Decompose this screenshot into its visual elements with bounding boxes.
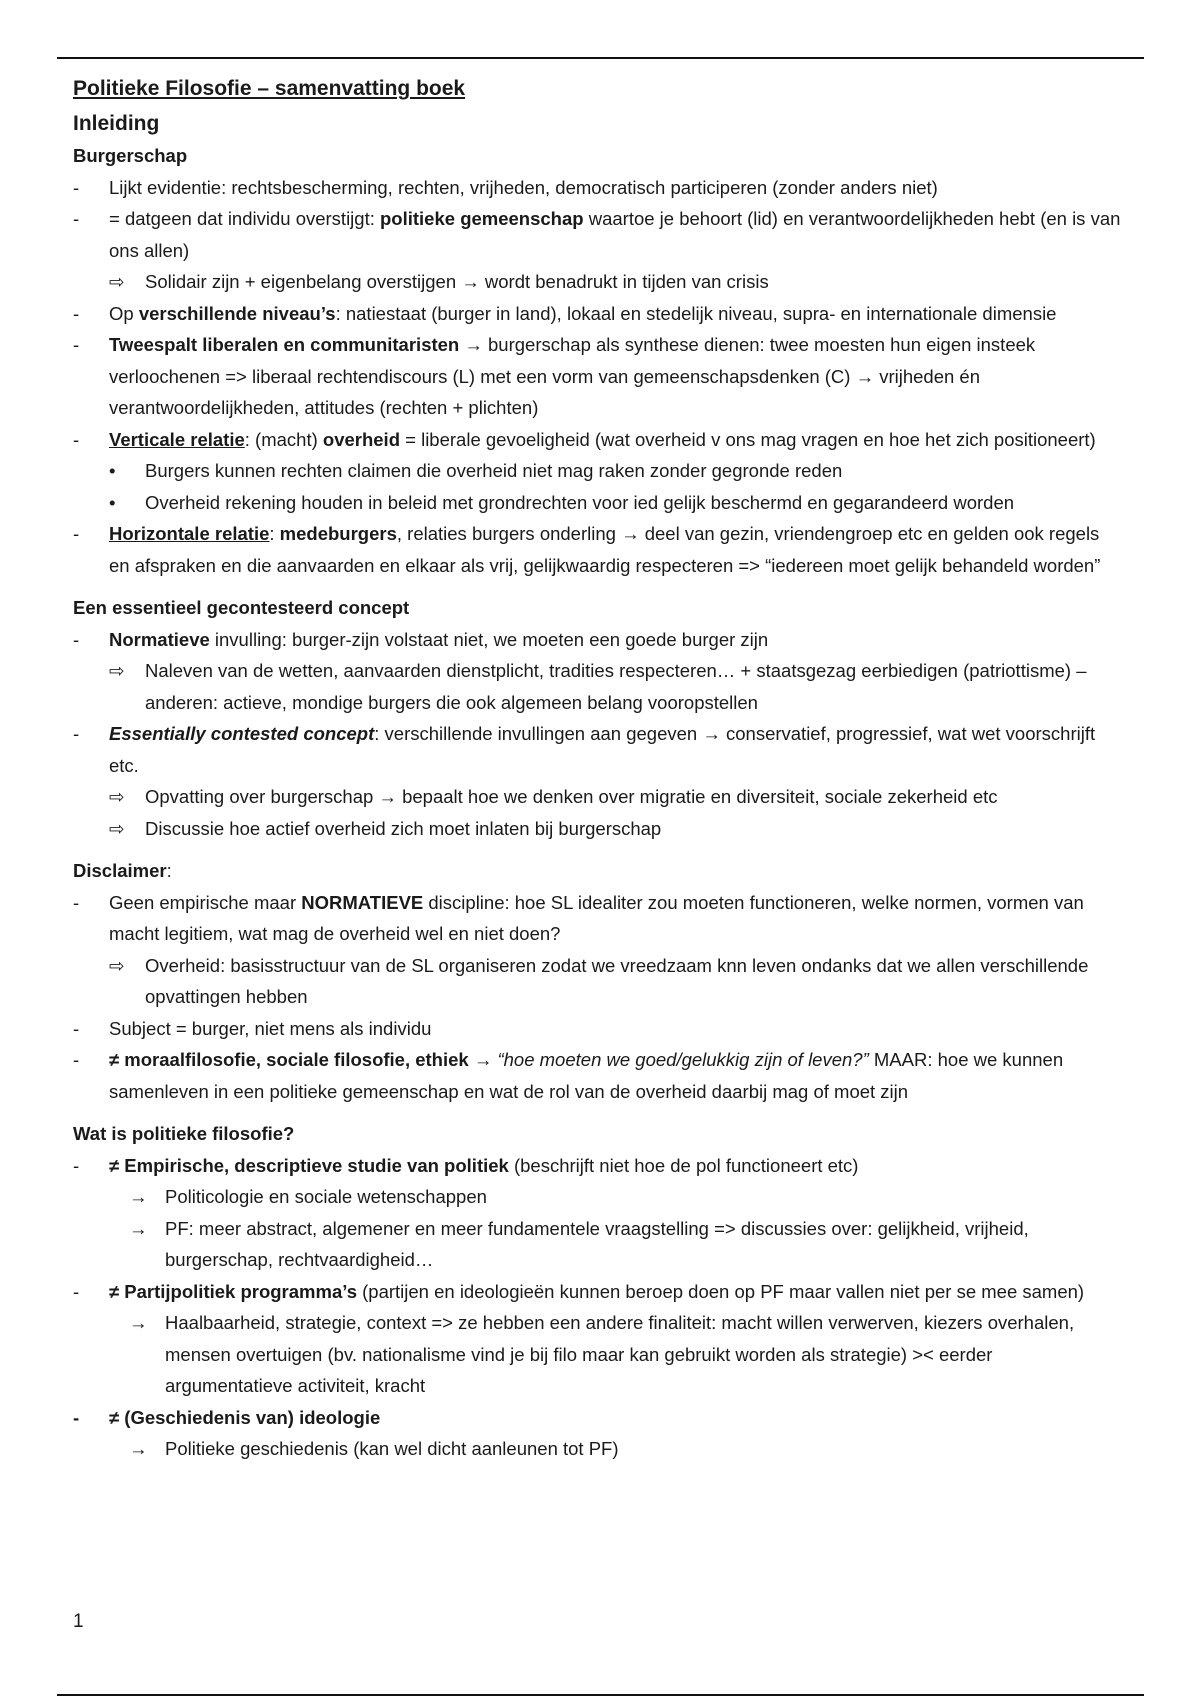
item-text: Naleven van de wetten, aanvaarden dienstplicht, tradities respecteren… + staatsgezag eerbiedigen (patriottisme) – anderen: actieve, mondige burgers die ook algemeen belang vooropstellen <box>145 660 1087 713</box>
dash-marker: - <box>73 891 80 913</box>
item-text: invulling: burger-zijn volstaat niet, we moeten een goede burger zijn <box>209 628 769 650</box>
list-item <box>73 329 1123 424</box>
dash-marker: - <box>73 628 80 650</box>
page-number: 1 <box>73 1611 84 1632</box>
list-item <box>73 1433 1123 1465</box>
item-text: : <box>269 523 280 544</box>
document-page <box>73 72 1123 1465</box>
list-item <box>73 655 1123 718</box>
list-item <box>73 1213 1123 1276</box>
dash-marker: - <box>73 428 80 450</box>
item-text: = datgeen dat individu overstijgt: <box>109 208 380 229</box>
bullet-marker: • <box>109 491 116 513</box>
dash-marker: - <box>73 208 80 229</box>
dash-marker: - <box>73 1154 80 1176</box>
list-item <box>73 487 1123 519</box>
list-item <box>73 172 1123 204</box>
item-text: PF: meer abstract, algemener en meer fundamentele vraagstelling => discussies over: gelijkheid, vrijheid, burgerschap, rechtvaardigheid… <box>165 1217 1029 1270</box>
item-text: Politicologie en sociale wetenschappen <box>165 1186 487 1207</box>
item-text: : natiestaat (burger in land), lokaal en stedelijk niveau, supra- en internationale dimensie <box>335 302 1057 324</box>
dash-marker: - <box>73 1017 80 1039</box>
heading-disclaimer <box>73 855 1123 887</box>
dash-marker: - <box>73 723 80 744</box>
item-bold: Normatieve <box>109 628 210 650</box>
list-item <box>73 518 1123 581</box>
list-item <box>73 298 1123 330</box>
heading-disclaimer-colon: : <box>166 860 172 881</box>
item-bold-underlined: Verticale relatie <box>109 428 245 450</box>
item-bold: ≠ (Geschiedenis van) ideologie <box>109 1406 381 1428</box>
list-item <box>73 455 1123 487</box>
list-item <box>73 1402 1123 1434</box>
item-bold-italic: Essentially contested concept <box>109 723 375 744</box>
item-text: (beschrijft niet hoe de pol functioneert etc) <box>508 1154 859 1176</box>
list-item <box>73 424 1123 456</box>
bullet-marker: • <box>109 460 116 481</box>
list-item <box>73 1181 1123 1213</box>
arrow-right-icon: → <box>129 1312 148 1333</box>
item-bold: medeburgers <box>279 523 397 544</box>
item-text: Overheid: basisstructuur van de SL organiseren zodat we vreedzaam knn leven ondanks dat we allen verschillende opvattingen hebben <box>145 954 1089 1007</box>
item-text: Overheid rekening houden in beleid met grondrechten voor ied gelijk beschermd en gegarandeerd worden <box>145 491 1015 513</box>
item-text: discipline: hoe SL idealiter zou moeten functioneren, welke normen, vormen van macht legitiem, wat mag de overheid wel en niet doen? <box>109 891 1084 944</box>
dash-marker: - <box>73 176 80 198</box>
item-text: : (macht) <box>244 428 323 450</box>
item-italic: “hoe moeten we goed/gelukkig zijn of leven?” <box>492 1049 869 1070</box>
list-item <box>73 1013 1123 1045</box>
list-item <box>73 624 1123 656</box>
item-text: = liberale gevoeligheid (wat overheid v ons mag vragen en hoe het zich positioneert) <box>400 428 1096 450</box>
list-item <box>73 1150 1123 1182</box>
heading-burgerschap: Burgerschap <box>73 145 188 166</box>
dash-marker: - <box>73 523 80 544</box>
heading-inleiding: Inleiding <box>73 112 160 135</box>
dash-marker: - <box>73 1049 80 1070</box>
arrow-right-icon: → <box>129 1438 148 1459</box>
hollow-arrow-icon: ⇨ <box>109 786 125 807</box>
item-text: Haalbaarheid, strategie, context => ze hebben een andere finaliteit: macht willen verwerven, kiezers overhalen, mensen overtuigen (bv. nationalisme vind je bij filo maar kan gebruikt worden als strategie) >< eerder argumentatieve activiteit, kracht <box>165 1312 1075 1396</box>
list-item <box>73 950 1123 1013</box>
item-text: Burgers kunnen rechten claimen die overheid niet mag raken zonder gegronde reden <box>145 460 843 481</box>
list-item <box>73 203 1123 266</box>
list-item <box>73 1307 1123 1402</box>
dash-marker: - <box>73 1280 80 1302</box>
item-bold: politieke gemeenschap <box>380 208 584 229</box>
item-bold: ≠ moraalfilosofie, sociale filosofie, ethiek → <box>109 1049 493 1070</box>
list-item <box>73 718 1123 781</box>
item-text: burgerschap als synthese dienen: twee moesten hun eigen insteek verloochenen => liberaal rechtendiscours (L) met een vorm van gemeenschapsdenken (C) → vrijheden én verantwoordelijkheden, attitudes (rechten + plichten) <box>109 334 1036 418</box>
list-item <box>73 266 1123 298</box>
item-text: Op <box>109 302 139 324</box>
item-text: Subject = burger, niet mens als individu <box>109 1017 432 1039</box>
item-bold: Tweespalt liberalen en communitaristen → <box>109 334 483 355</box>
item-bold-underlined: Horizontale relatie <box>109 523 270 544</box>
heading-essentieel-gecontesteerd-concept: Een essentieel gecontesteerd concept <box>73 597 410 618</box>
list-item <box>73 781 1123 813</box>
item-bold: verschillende niveau’s <box>138 302 336 324</box>
dash-marker: - <box>73 302 80 324</box>
dash-marker: - <box>73 334 80 355</box>
list-item <box>73 813 1123 845</box>
bottom-rule <box>57 1694 1144 1696</box>
item-text: : verschillende invullingen aan gegeven → conservatief, progressief, wat wet voorschrijft etc. <box>109 723 1096 776</box>
dash-marker: - <box>73 1406 80 1428</box>
arrow-right-icon: → <box>129 1217 148 1239</box>
item-text: , relaties burgers onderling → deel van gezin, vriendengroep etc en gelden ook regels en afspraken en die aanvaarden en elkaar als vrij, gelijkwaardig respecteren => “iedereen moet gelijk behandeld worden” <box>109 523 1101 576</box>
item-bold: ≠ Empirische, descriptieve studie van politiek <box>109 1154 509 1176</box>
hollow-arrow-icon: ⇨ <box>109 660 125 681</box>
top-rule <box>57 57 1144 59</box>
list-item <box>73 887 1123 950</box>
item-text: (partijen en ideologieën kunnen beroep doen op PF maar vallen niet per se mee samen) <box>356 1280 1085 1302</box>
list-item <box>73 1276 1123 1308</box>
item-text: Opvatting over burgerschap → bepaalt hoe we denken over migratie en diversiteit, sociale zekerheid etc <box>145 786 998 807</box>
hollow-arrow-icon: ⇨ <box>109 954 125 976</box>
item-text: waartoe je behoort (lid) en verantwoordelijkheden hebt (en is van ons allen) <box>109 208 1121 261</box>
item-text: Politieke geschiedenis (kan wel dicht aanleunen tot PF) <box>165 1438 619 1459</box>
item-text: Solidair zijn + eigenbelang overstijgen → wordt benadrukt in tijden van crisis <box>145 271 769 292</box>
hollow-arrow-icon: ⇨ <box>109 817 125 839</box>
item-text: Lijkt evidentie: rechtsbescherming, rechten, vrijheden, democratisch participeren (zonder anders niet) <box>109 176 938 198</box>
arrow-right-icon: → <box>129 1186 148 1207</box>
item-text: Discussie hoe actief overheid zich moet inlaten bij burgerschap <box>145 817 662 839</box>
item-text: MAAR: hoe we kunnen samenleven in een politieke gemeenschap en wat de rol van de overheid daarbij mag of moet zijn <box>109 1049 1064 1102</box>
list-item <box>73 1044 1123 1107</box>
heading-wat-is-politieke-filosofie: Wat is politieke filosofie? <box>73 1123 295 1144</box>
item-bold: NORMATIEVE <box>301 891 424 913</box>
hollow-arrow-icon: ⇨ <box>109 271 125 292</box>
item-text: Geen empirische maar <box>109 891 302 913</box>
document-title: Politieke Filosofie – samenvatting boek <box>73 77 466 100</box>
item-bold: overheid <box>322 428 400 450</box>
heading-disclaimer-text: Disclaimer <box>73 860 167 881</box>
item-bold: ≠ Partijpolitiek programma’s <box>109 1280 357 1302</box>
